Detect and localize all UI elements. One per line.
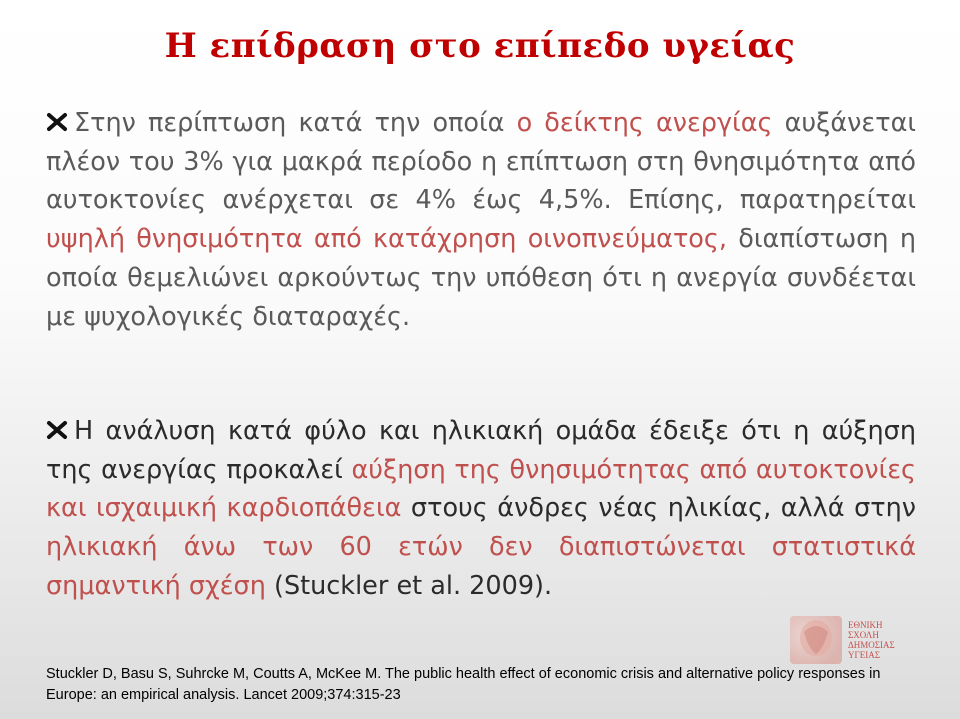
- school-of-public-health-logo: [790, 612, 920, 666]
- paragraph-gender-age-analysis: [46, 412, 916, 606]
- logo-line-1: ΕΘΝΙΚΗ: [848, 620, 883, 630]
- p1-highlight-alcohol-mortality: υψηλή θνησιμότητα από κατάχρηση οινοπνεύματος,: [46, 224, 727, 255]
- p1-text-3: διαπίστωση η οποία θεμελιώνει αρκούντως την υπόθεση ότι η ανεργία συνδέεται με ψυχολογικές διαταραχές.: [46, 224, 916, 332]
- p2-text-2: στους άνδρες νέας ηλικίας, αλλά στην: [401, 493, 916, 524]
- logo-line-3: ΔΗΜΟΣΙΑΣ: [848, 640, 895, 650]
- p2-highlight-mortality-increase: αύξηση της θνησιμότητας από αυτοκτονίες και ισχαιμική καρδιοπάθεια: [46, 454, 917, 524]
- logo-line-4: ΥΓΕΙΑΣ: [848, 650, 880, 660]
- p1-text-1: Στην περίπτωση κατά την οποία: [74, 108, 517, 138]
- reference-citation: Stuckler D, Basu S, Suhrcke M, Coutts A, McKee M. The public health effect of economic crisis and alternative policy responses in Europe: an empirical analysis. Lancet 2009;374:315-23: [46, 666, 881, 703]
- p2-highlight-age-over-60: ηλικιακή άνω των 60 ετών δεν διαπιστώνεται στατιστικά σημαντική σχέση: [46, 532, 916, 601]
- x-mark-icon: [46, 112, 68, 132]
- logo-line-2: ΣΧΟΛΗ: [848, 630, 879, 640]
- p2-text-3: (Stuckler et al. 2009).: [265, 570, 553, 601]
- p1-text-2: αυξάνεται πλέον του 3% για μακρά περίοδο η επίπτωση στη θνησιμότητα από αυτοκτονίες ανέρχεται σε 4% έως 4,5%. Επίσης, παρατηρείται: [46, 108, 917, 216]
- p1-highlight-unemployment-index: ο δείκτης ανεργίας: [516, 108, 773, 138]
- x-mark-icon: [46, 420, 68, 440]
- paragraph-unemployment-suicide: [46, 104, 916, 336]
- p2-text-1: Η ανάλυση κατά φύλο και ηλικιακή ομάδα έδειξε ότι η αύξηση της ανεργίας προκαλεί: [46, 416, 916, 485]
- slide-title: Η επίδραση στο επίπεδο υγείας: [164, 26, 796, 66]
